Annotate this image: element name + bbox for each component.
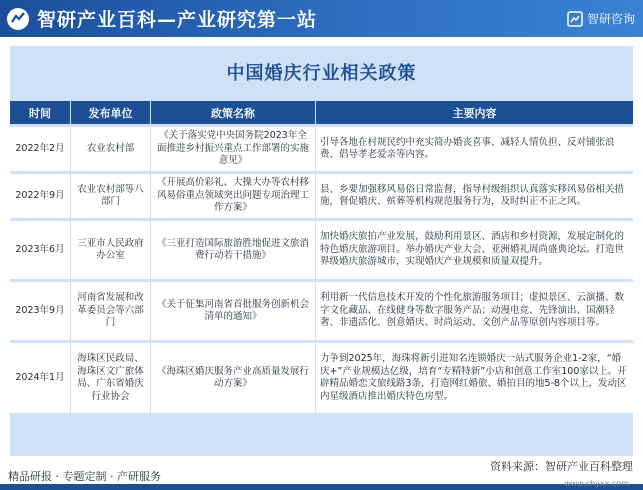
column-header-time: 时间 [10, 101, 70, 124]
table-title: 中国婚庆行业相关政策 [226, 63, 417, 84]
cell-content: 引导各地在村规民约中充实简办婚丧喜事、减轻人情负担、反对铺张浪费、倡导孝老爱亲等内容。 [315, 127, 633, 171]
table-row [10, 343, 633, 413]
cell-policy-name: 《海珠区婚庆服务产业高质量发展行动方案》 [150, 343, 315, 413]
policy-panel [10, 46, 633, 456]
header-bar [0, 0, 643, 37]
cell-policy-name: 《三亚打造国际旅游胜地促进文旅消费行动若干措施》 [150, 221, 315, 279]
cell-content: 加快婚庆旅拍产业发展，鼓励利用景区、酒店和乡村资源，发展定制化的特色婚庆旅游项目。举办婚庆产业大会、亚洲婚礼周尚盛典论坛。打造世界级婚庆旅游城市，实现婚庆产业规模和质量双提升。 [315, 221, 633, 279]
brand-link[interactable] [567, 0, 635, 37]
cell-unit: 农业农村部等八部门 [70, 174, 150, 218]
footer [0, 458, 643, 490]
header-title: 智研产业百科—产业研究第一站 [37, 9, 318, 31]
cell-time: 2022年9月 [10, 174, 70, 218]
table-row [10, 174, 633, 218]
source-note: 资料来源：智研产业百科整理 [490, 460, 633, 473]
column-header-name: 政策名称 [150, 101, 315, 124]
cell-time: 2022年2月 [10, 127, 70, 171]
table-row [10, 282, 633, 340]
policy-table [10, 98, 633, 416]
cell-content: 县、乡要加强移风易俗日常监督，指导村级组织认真落实移风易俗相关措施，督促婚庆、殡葬等机构规范服务行为，及时纠正不正之风。 [315, 174, 633, 218]
cell-unit: 海珠区民政局、海珠区文广旅体局、广东省婚庆行业协会 [70, 343, 150, 413]
brand-label: 智研咨询 [586, 12, 635, 26]
cell-unit: 河南省发展和改革委员会等六部门 [70, 282, 150, 340]
table-row [10, 221, 633, 279]
cell-time: 2023年6月 [10, 221, 70, 279]
cell-unit: 农业农村部 [70, 127, 150, 171]
brand-icon [567, 11, 583, 27]
watermark-url: www.chyxx.com [564, 479, 629, 488]
cell-policy-name: 《关于征集河南省首批服务创新机会清单的通知》 [150, 282, 315, 340]
footer-slogan: 精品研报 · 专题定制 · 产研服务 [8, 470, 161, 483]
cell-time: 2023年9月 [10, 282, 70, 340]
column-header-content: 主要内容 [315, 101, 633, 124]
cell-unit: 三亚市人民政府办公室 [70, 221, 150, 279]
table-header-row [10, 101, 633, 124]
logo-icon [5, 6, 31, 32]
cell-content: 利用新一代信息技术开发的个性化旅游服务项目；虚拟景区、云演播、数字文化藏品、在线健身等数字服务产品；动漫电竞、先锋演出、国潮轻奢、非遗活化、创意婚庆、时尚运动、文创产品等原创内容项目等。 [315, 282, 633, 340]
cell-policy-name: 《关于落实党中央国务院2023年全面推进乡村振兴重点工作部署的实施意见》 [150, 127, 315, 171]
column-header-unit: 发布单位 [70, 101, 150, 124]
cell-policy-name: 《开展高价彩礼、大操大办等农村移风易俗重点领域突出问题专项治理工作方案》 [150, 174, 315, 218]
footer-bar [0, 484, 643, 490]
cell-time: 2024年1月 [10, 343, 70, 413]
cell-content: 力争到2025年，海珠将新引进知名连锁婚庆一站式服务企业1-2家，“婚庆+”产业规模达亿级，培育“专精特新”小店和创意工作室100家以上。开辟精品婚恋文旅线路3条，打造网红婚旅、婚拍目的地5-8个以上，发动区内星级酒店推出婚庆特色房型。 [315, 343, 633, 413]
table-row [10, 127, 633, 171]
